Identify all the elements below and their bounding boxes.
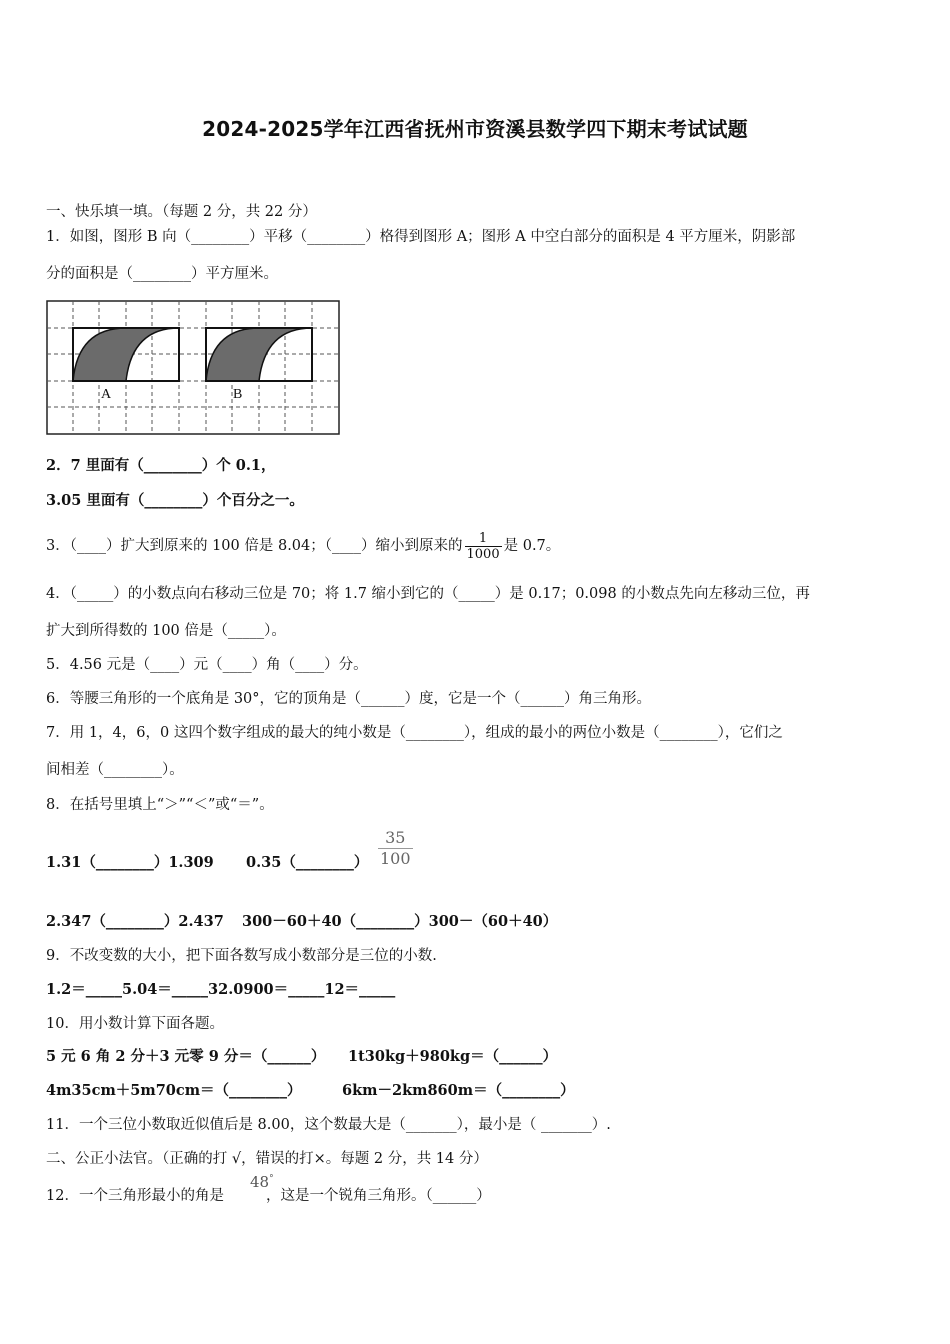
question-8-row-2b: 300－60＋40（________）300－（60＋40） [242, 913, 558, 930]
question-8-row-1a: 1.31（________）1.309 [46, 854, 214, 871]
question-11: 11．一个三位小数取近似值后是 8.00，这个数最大是（_______），最小是（ _______）. [46, 1117, 611, 1133]
section-1-heading: 一、快乐填一填。（每题 2 分，共 22 分） [46, 204, 317, 220]
question-3 [46, 530, 560, 562]
question-2-line-2: 3.05 里面有（________）个百分之一。 [46, 492, 304, 509]
question-9: 9．不改变数的大小，把下面各数写成小数部分是三位的小数. [46, 948, 437, 964]
question-6: 6．等腰三角形的一个底角是 30°，它的顶角是（______）度，它是一个（______）角三角形。 [46, 691, 652, 707]
question-1-text-a: 1．如图，图形 B 向（________）平移（________）格得到图形 A；图形 A 中空白部分的面积是 4 平方厘米，阴影部 [46, 229, 796, 245]
question-9-items: 1.2＝_____5.04＝_____32.0900＝_____12＝_____ [46, 981, 396, 998]
question-7-line-2: 间相差（________）。 [46, 762, 184, 778]
question-12-text-pre: 12．一个三角形最小的角是 [46, 1188, 224, 1204]
question-3-text-post: 是 0.7。 [503, 538, 561, 554]
question-1-line-2 [46, 264, 278, 284]
question-4-line-1: 4．（_____）的小数点向右移动三位是 70；将 1.7 缩小到它的（_____）是 0.17；0.098 的小数点先向左移动三位，再 [46, 586, 810, 602]
page-title: 2024-2025学年江西省抚州市资溪县数学四下期末考试试题 [202, 117, 748, 141]
angle-value: 48 [250, 1173, 270, 1191]
question-8-fraction [378, 828, 413, 869]
question-8-row-1b: 0.35（________） [246, 854, 369, 871]
question-8: 8．在括号里填上“＞”“＜”或“＝”。 [46, 797, 274, 813]
question-10: 10．用小数计算下面各题。 [46, 1016, 224, 1032]
question-12-angle [250, 1173, 274, 1191]
fraction-numerator: 35 [385, 828, 406, 847]
question-10-row-2b: 6km－2km860m＝（________） [342, 1082, 575, 1099]
question-5: 5．4.56 元是（____）元（____）角（____）分。 [46, 657, 368, 673]
fraction-numerator: 1 [478, 530, 488, 546]
question-3-text-pre: 3．（____）扩大到原来的 100 倍是 8.04；（____）缩小到原来的 [46, 538, 463, 554]
fraction-denominator: 100 [380, 849, 411, 868]
section-2-heading: 二、公正小法官。（正确的打 √，错误的打×。每题 2 分，共 14 分） [46, 1151, 488, 1167]
degree-symbol: ° [269, 1174, 274, 1184]
shape-a-label: A [101, 387, 112, 402]
question-7-line-1: 7．用 1，4，6，0 这四个数字组成的最大的纯小数是（________），组成的最小的两位小数是（________），它们之 [46, 725, 783, 741]
fraction-denominator: 1000 [466, 546, 500, 562]
grid-figure [46, 300, 340, 436]
question-10-row-1b: 1t30kg＋980kg＝（______） [348, 1048, 558, 1065]
question-1-text-b: 分的面积是（________）平方厘米。 [46, 266, 278, 282]
shape-b-label: B [233, 387, 243, 402]
question-10-row-1a: 5 元 6 角 2 分＋3 元零 9 分＝（______） [46, 1048, 326, 1065]
question-2-line-1: 2．7 里面有（________）个 0.1， [46, 457, 276, 474]
question-8-row-2a: 2.347（________）2.437 [46, 913, 224, 930]
question-10-row-2a: 4m35cm＋5m70cm＝（________） [46, 1082, 302, 1099]
question-4-line-2: 扩大到所得数的 100 倍是（_____）。 [46, 623, 286, 639]
question-3-fraction [465, 531, 502, 562]
question-1-line-1 [46, 227, 795, 247]
question-12-text-post: ，这是一个锐角三角形。（______） [265, 1188, 491, 1204]
